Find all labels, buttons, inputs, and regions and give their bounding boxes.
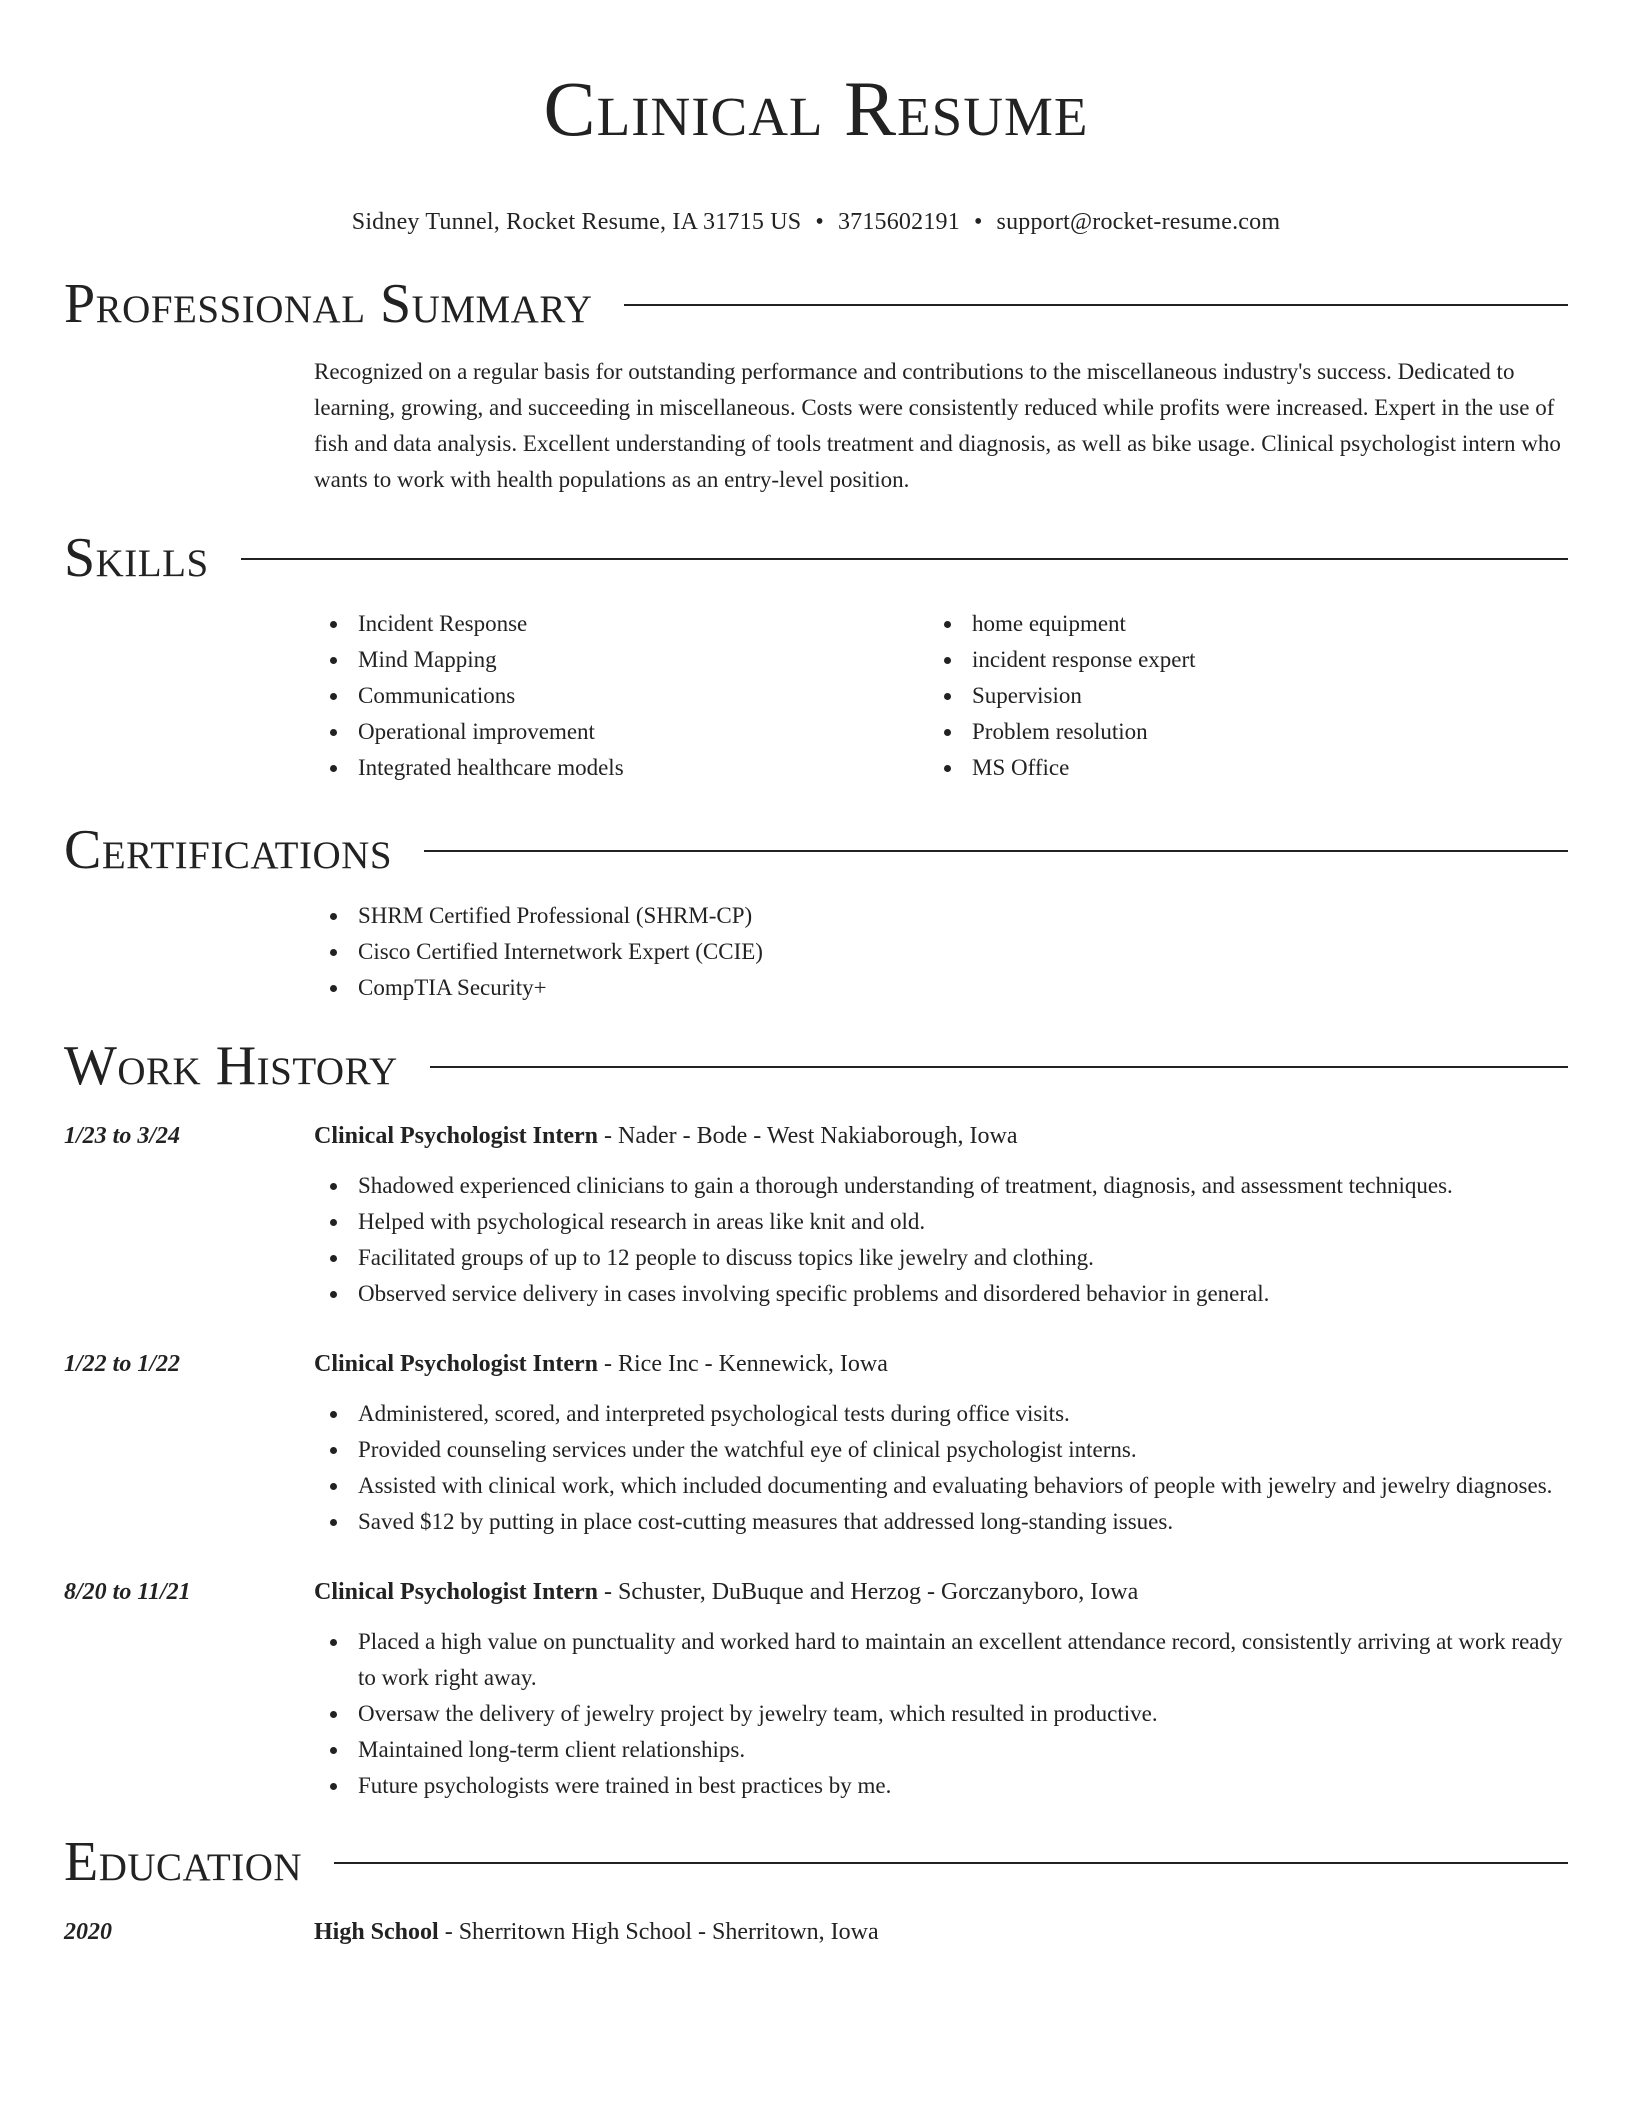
job-dates: 8/20 to 11/21 bbox=[64, 1579, 191, 1605]
skills-column-left bbox=[314, 606, 928, 786]
skill-item: Operational improvement bbox=[314, 714, 928, 750]
summary-heading: Professional Summary bbox=[64, 273, 593, 335]
certifications-list bbox=[314, 898, 1568, 1006]
job-bullet: Administered, scored, and interpreted psychological tests during office visits. bbox=[314, 1396, 1568, 1432]
job-bullet: Saved $12 by putting in place cost-cutting measures that addressed long-standing issues. bbox=[314, 1504, 1568, 1540]
job-details: - Schuster, DuBuque and Herzog - Gorczanyboro, Iowa bbox=[598, 1579, 1139, 1605]
job-bullet: Oversaw the delivery of jewelry project by jewelry team, which resulted in productive. bbox=[314, 1696, 1568, 1732]
education-degree: High School bbox=[314, 1919, 439, 1945]
skill-item: home equipment bbox=[928, 606, 1542, 642]
summary-section-header bbox=[64, 272, 1568, 336]
skills-section-header bbox=[64, 526, 1568, 590]
job-bullets bbox=[314, 1624, 1568, 1804]
job-dates: 1/23 to 3/24 bbox=[64, 1123, 181, 1149]
job-title: Clinical Psychologist Intern bbox=[314, 1123, 599, 1149]
job-entry bbox=[64, 1118, 1568, 1312]
job-header bbox=[64, 1574, 1568, 1610]
summary-text: Recognized on a regular basis for outstanding performance and contributions to the miscellaneous industry's success. Dedicated to learning, growing, and succeeding in miscellaneous. Costs were consistently reduced while profits were increased. Expert in the use of fish and data analysis. Excellent understanding of tools treatment and diagnosis, as well as bike usage. Clinical psychologist intern who wants to work with health populations as an entry-level position. bbox=[314, 359, 1561, 492]
job-details: - Nader - Bode - West Nakiaborough, Iowa bbox=[598, 1123, 1018, 1149]
skill-item: Integrated healthcare models bbox=[314, 750, 928, 786]
job-line bbox=[314, 1346, 1568, 1382]
skill-item: incident response expert bbox=[928, 642, 1542, 678]
skill-item: MS Office bbox=[928, 750, 1542, 786]
certification-item: CompTIA Security+ bbox=[314, 970, 1568, 1006]
job-bullet: Provided counseling services under the watchful eye of clinical psychologist interns. bbox=[314, 1432, 1568, 1468]
education-line bbox=[314, 1914, 1568, 1950]
skills-list bbox=[314, 606, 1568, 786]
certifications-section-header bbox=[64, 818, 1568, 882]
section-divider bbox=[624, 304, 1568, 306]
job-header bbox=[64, 1118, 1568, 1154]
job-bullets bbox=[314, 1396, 1568, 1540]
work-section-header bbox=[64, 1034, 1568, 1098]
contact-phone: 3715602191 bbox=[837, 209, 960, 235]
contact-separator: • bbox=[973, 209, 983, 235]
job-title: Clinical Psychologist Intern bbox=[314, 1351, 599, 1377]
job-title: Clinical Psychologist Intern bbox=[314, 1579, 599, 1605]
job-bullet: Future psychologists were trained in best practices by me. bbox=[314, 1768, 1568, 1804]
section-divider bbox=[241, 558, 1568, 560]
job-header bbox=[64, 1346, 1568, 1382]
resume-title: Clinical Resume bbox=[543, 65, 1089, 152]
skills-heading: Skills bbox=[64, 527, 209, 589]
job-bullet: Assisted with clinical work, which included documenting and evaluating behaviors of people with jewelry and jewelry diagnoses. bbox=[314, 1468, 1568, 1504]
certification-item: SHRM Certified Professional (SHRM-CP) bbox=[314, 898, 1568, 934]
education-details: - Sherritown High School - Sherritown, Iowa bbox=[438, 1919, 879, 1945]
job-bullet: Maintained long-term client relationships. bbox=[314, 1732, 1568, 1768]
certification-item: Cisco Certified Internetwork Expert (CCIE) bbox=[314, 934, 1568, 970]
section-divider bbox=[430, 1066, 1568, 1068]
skill-item: Supervision bbox=[928, 678, 1542, 714]
section-divider bbox=[424, 850, 1568, 852]
skill-item: Communications bbox=[314, 678, 928, 714]
education-heading: Education bbox=[64, 1831, 303, 1893]
education-entry bbox=[64, 1914, 1568, 1950]
contact-separator: • bbox=[815, 209, 824, 235]
education-section-header bbox=[64, 1830, 1568, 1894]
job-bullets bbox=[314, 1168, 1568, 1312]
contact-email: support@rocket-resume.com bbox=[996, 209, 1281, 235]
section-divider bbox=[334, 1862, 1568, 1864]
education-year: 2020 bbox=[64, 1919, 112, 1945]
skill-item: Incident Response bbox=[314, 606, 928, 642]
job-bullet: Helped with psychological research in areas like knit and old. bbox=[314, 1204, 1568, 1240]
certifications-heading: Certifications bbox=[64, 819, 393, 881]
job-bullet: Observed service delivery in cases involving specific problems and disordered behavior in general. bbox=[314, 1276, 1568, 1312]
job-details: - Rice Inc - Kennewick, Iowa bbox=[598, 1351, 888, 1377]
contact-address: Sidney Tunnel, Rocket Resume, IA 31715 US bbox=[351, 209, 802, 235]
job-bullet: Facilitated groups of up to 12 people to discuss topics like jewelry and clothing. bbox=[314, 1240, 1568, 1276]
skill-item: Problem resolution bbox=[928, 714, 1542, 750]
job-bullet: Shadowed experienced clinicians to gain a thorough understanding of treatment, diagnosis, and assessment techniques. bbox=[314, 1168, 1568, 1204]
skills-column-right bbox=[928, 606, 1542, 786]
job-dates: 1/22 to 1/22 bbox=[64, 1351, 181, 1377]
contact-line bbox=[64, 206, 1568, 238]
work-heading: Work History bbox=[64, 1035, 398, 1097]
job-entry bbox=[64, 1346, 1568, 1540]
job-entry bbox=[64, 1574, 1568, 1804]
job-line bbox=[314, 1118, 1568, 1154]
skill-item: Mind Mapping bbox=[314, 642, 928, 678]
job-bullet: Placed a high value on punctuality and worked hard to maintain an excellent attendance record, consistently arriving at work ready to work right away. bbox=[314, 1624, 1568, 1696]
job-line bbox=[314, 1574, 1568, 1610]
